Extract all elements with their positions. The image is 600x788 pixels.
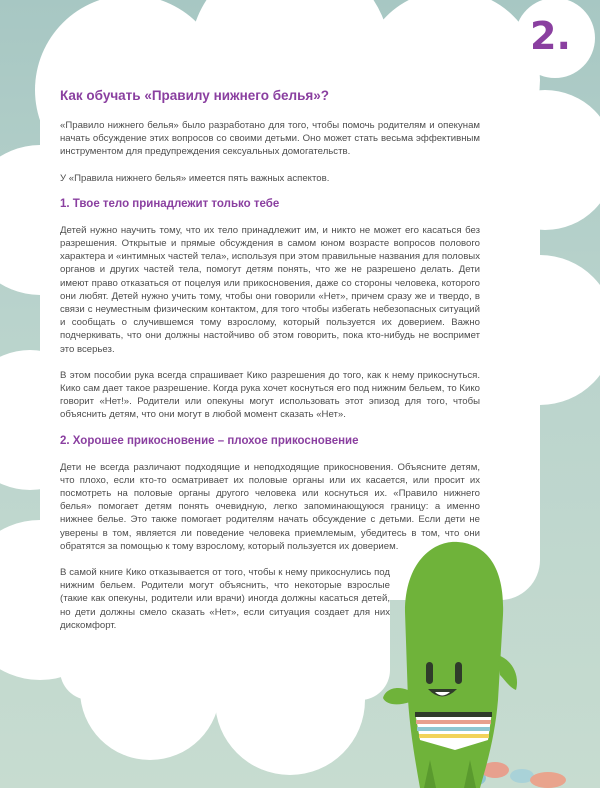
intro-paragraph: «Правило нижнего белья» было разработано для того, чтобы помочь родителям и опекунам начать обсуждение этих вопросов со своими детьми. Оно может стать весьма эффективным инструментом для предупреждения сексуальных домогательств. — [60, 120, 480, 158]
section-2-paragraph-2: В самой книге Кико отказывается от того, чтобы к нему прикоснулись под нижним бельем. Родители могут объяснить, что некоторые взрослые (такие как опекуны, родители или врачи) иногда должны касаться детей, но дети должны смело сказать «Нет», если ситуация создает для них дискомфорт. — [60, 567, 390, 631]
section-1-paragraph-2: В этом пособии рука всегда спрашивает Кико разрешения до того, как к нему прикоснуться. Кико сам дает такое разрешение. Когда рука хочет коснуться его под нижним бельем, то Кико говорит «Нет!». Родители или опекуны могут использовать этот эпизод для того, чтобы объяснить детям, что они могут в любой момент сказать «Нет». — [60, 369, 480, 421]
section-1-paragraph-1: Детей нужно научить тому, что их тело принадлежит им, и никто не может его касаться без разрешения. Открытые и прямые обсуждения в самом юном возрасте вопросов полового характера и «интимных частей тела», используя при этом правильные названия для половых органов и других частей тела, помогут детям понять, что же не разрешено делать. Дети имеют право отказаться от поцелуя или прикосновения, даже со стороны человека, которого они любят. Детей нужно учить тому, чтобы они говорили «Нет», причем сразу же и твердо, в связи с неуместным физическим контактом, для того чтобы избегать небезопасных ситуаций и сообщать о случившемся тому взрослому, который пользуется их доверием. Важно подчеркивать, что они должны настойчиво об этом говорить, пока кто-нибудь не воспримет это всерьез. — [60, 224, 480, 355]
article-body — [60, 88, 480, 645]
page-number: 2. — [530, 14, 571, 58]
section-2-paragraph-1: Дети не всегда различают подходящие и неподходящие прикосновения. Объясните детям, что плохо, если кто-то осматривает их половые органы или их касается, или просит их посмотреть на половые органы другого человека или коснуться их. «Правило нижнего белья» помогает детям понять очевидную, легко запоминающуюся границу: а именно нижнее белье. Это также помогает родителям начать обсуждение с детьми. Если дети не уверены в том, является ли поведение человека приемлемым, убедитесь в том, что они обратятся за помощью к тому взрослому, который пользуется их доверием. — [60, 461, 480, 552]
page-title: Как обучать «Правилу нижнего белья»? — [60, 88, 330, 103]
section-1-heading: 1. Твое тело принадлежит только тебе — [60, 197, 280, 210]
section-2-heading: 2. Хорошее прикосновение – плохое прикосновение — [60, 434, 359, 447]
aspects-paragraph: У «Правила нижнего белья» имеется пять важных аспектов. — [60, 172, 330, 184]
